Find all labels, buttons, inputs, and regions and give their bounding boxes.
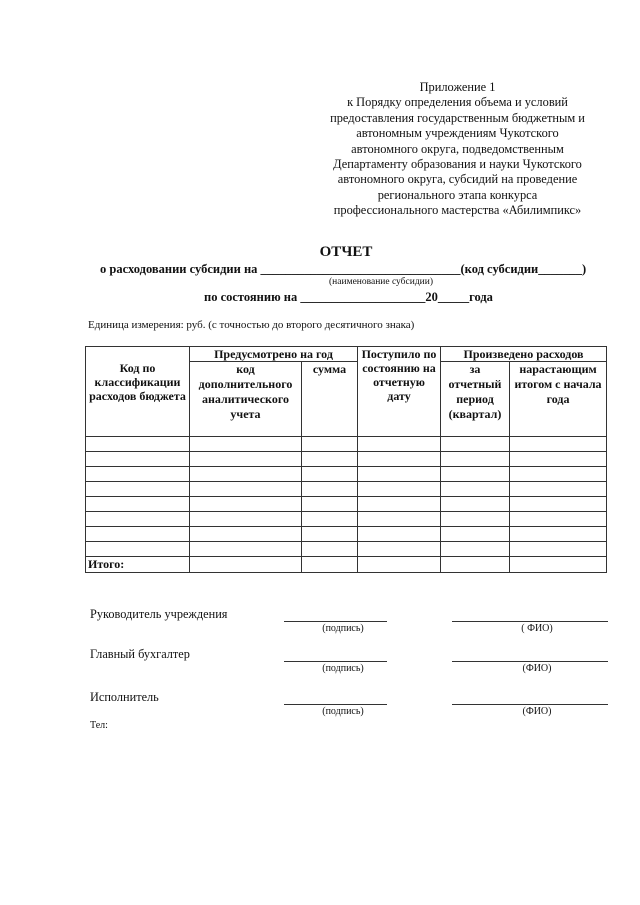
tel-label: Тел: bbox=[90, 720, 108, 731]
fio-caption: (ФИО) bbox=[522, 706, 552, 717]
appendix-line: автономным учреждениям Чукотского bbox=[356, 126, 559, 141]
header-cumulative: нарастающим итогом с начала года bbox=[510, 362, 607, 437]
total-label: Итого: bbox=[86, 557, 190, 573]
table-row bbox=[86, 527, 607, 542]
subsidy-line: о расходовании субсидии на ________________________________(код субсидии_______) bbox=[100, 262, 587, 276]
fio-caption: ( ФИО) bbox=[521, 623, 553, 634]
header-sum: сумма bbox=[302, 362, 358, 437]
accountant-signature-line[interactable] bbox=[284, 661, 387, 662]
total-row bbox=[86, 557, 607, 573]
header-analytic: код дополнительного аналитического учета bbox=[190, 362, 302, 437]
table-row bbox=[86, 482, 607, 497]
appendix-line: профессионального мастерства «Абилимпикс» bbox=[333, 203, 582, 218]
sign-caption: (подпись) bbox=[322, 706, 364, 717]
header-group-planned: Предусмотрено на год bbox=[190, 347, 358, 362]
table-row bbox=[86, 467, 607, 482]
report-title: ОТЧЕТ bbox=[319, 244, 373, 260]
unit-line: Единица измерения: руб. (с точностью до второго десятичного знака) bbox=[88, 319, 415, 331]
head-signature-line[interactable] bbox=[284, 621, 387, 622]
header-period: за отчетный период (квартал) bbox=[441, 362, 510, 437]
appendix-line: автономного округа, подведомственным bbox=[351, 141, 564, 156]
appendix-line: Департаменту образования и науки Чукотского bbox=[333, 157, 582, 172]
executor-label: Исполнитель bbox=[90, 690, 159, 704]
appendix-line: к Порядку определения объема и условий bbox=[347, 95, 568, 110]
header-group-spent: Произведено расходов bbox=[441, 347, 607, 362]
subsidy-caption: (наименование субсидии) bbox=[329, 277, 433, 287]
header-code: Код по классификации расходов бюджета bbox=[86, 347, 190, 437]
fio-caption: (ФИО) bbox=[522, 663, 552, 674]
appendix-line: регионального этапа конкурса bbox=[377, 187, 538, 202]
sign-caption: (подпись) bbox=[322, 663, 364, 674]
table-row bbox=[86, 437, 607, 452]
executor-fio-line[interactable] bbox=[452, 704, 608, 705]
accountant-fio-line[interactable] bbox=[452, 661, 608, 662]
table-row bbox=[86, 452, 607, 467]
appendix-line: предоставления государственным бюджетным и bbox=[330, 110, 585, 125]
head-label: Руководитель учреждения bbox=[90, 607, 228, 621]
table-row bbox=[86, 512, 607, 527]
report-table bbox=[85, 346, 607, 573]
appendix-line: автономного округа, субсидий на проведение bbox=[337, 172, 578, 187]
executor-signature-line[interactable] bbox=[284, 704, 387, 705]
header-received: Поступило по состоянию на отчетную дату bbox=[358, 347, 441, 437]
table-row bbox=[86, 542, 607, 557]
state-date-line: по состоянию на ____________________20_____года bbox=[204, 290, 493, 304]
accountant-label: Главный бухгалтер bbox=[90, 647, 190, 661]
appendix-line: Приложение 1 bbox=[419, 80, 496, 94]
appendix-block bbox=[310, 80, 605, 219]
table-row bbox=[86, 497, 607, 512]
sign-caption: (подпись) bbox=[322, 623, 364, 634]
head-fio-line[interactable] bbox=[452, 621, 608, 622]
